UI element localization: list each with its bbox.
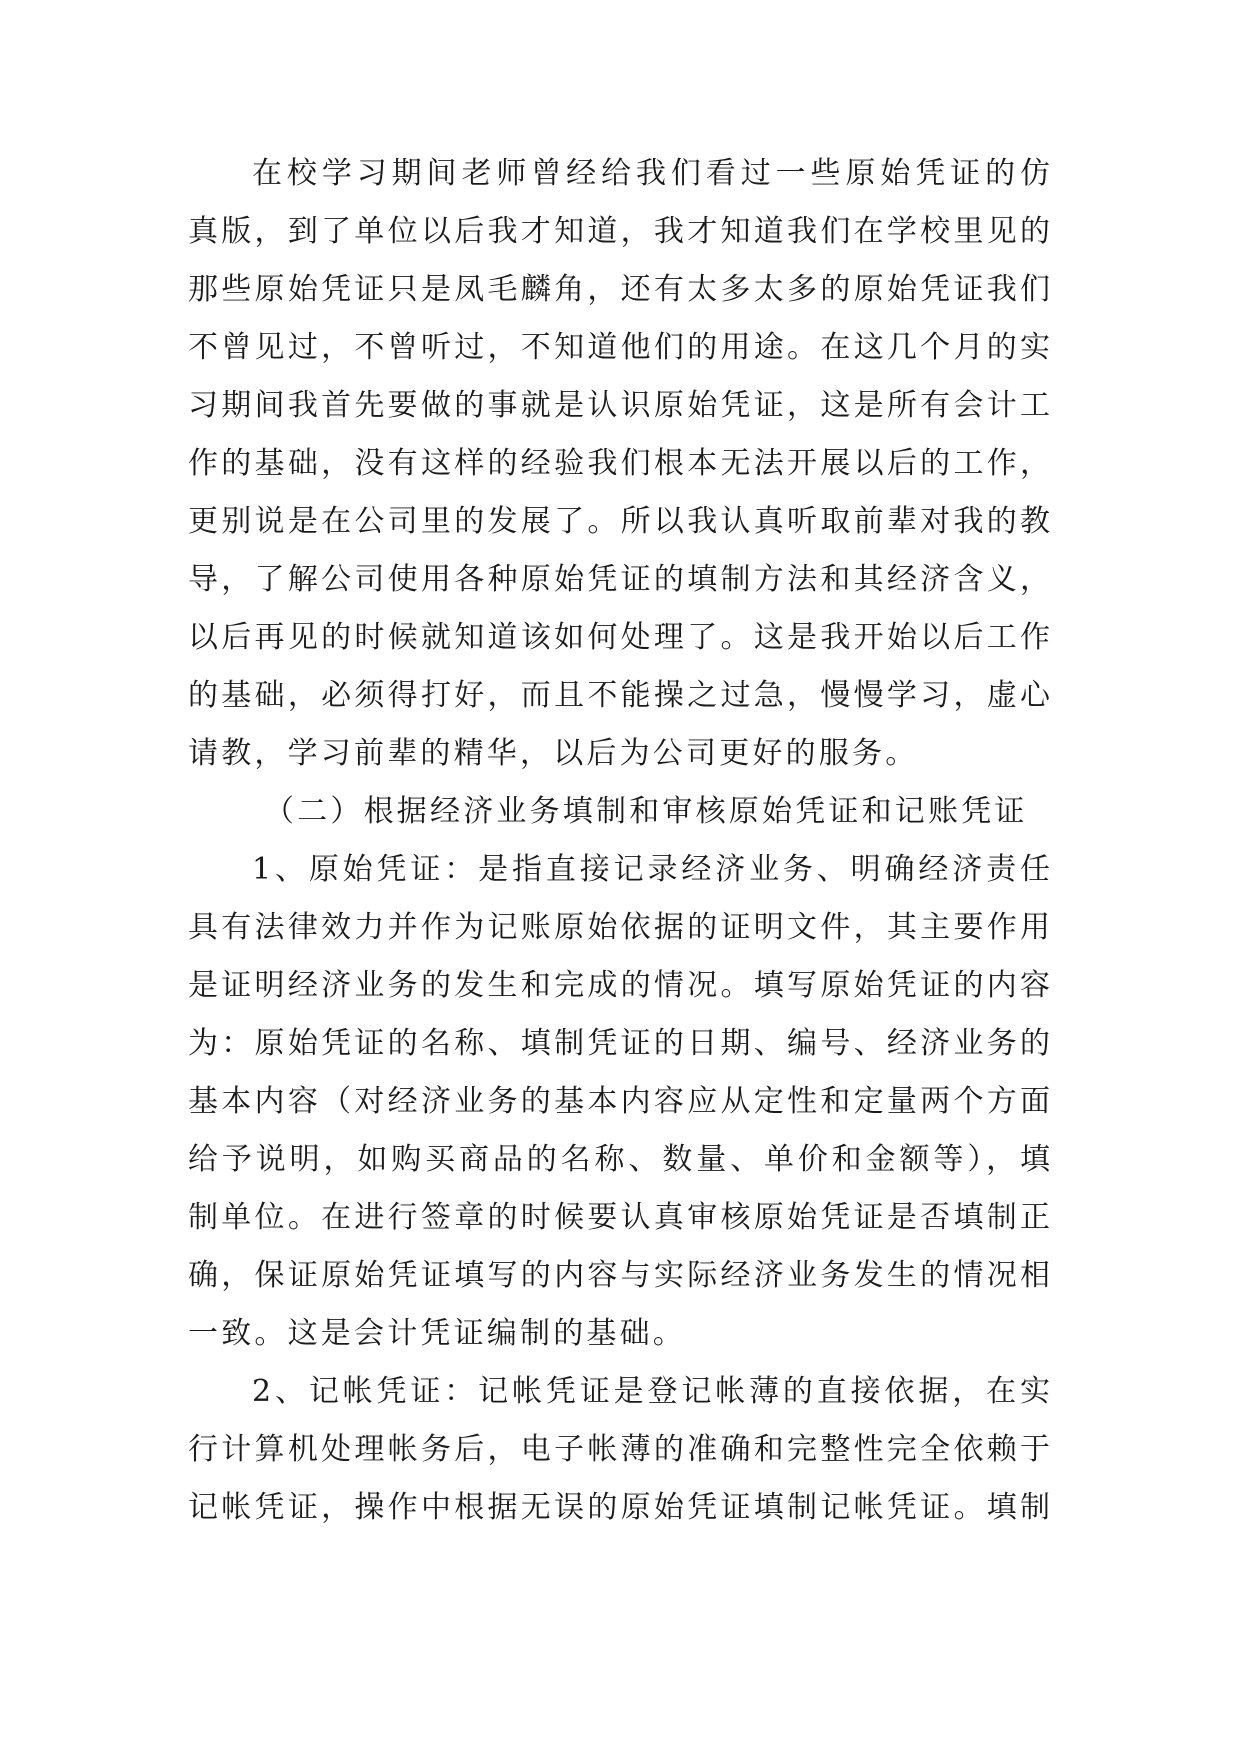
paragraph-2-line-8: 确，保证原始凭证填写的内容与实际经济业务发生的情况相 (188, 1258, 1050, 1293)
paragraph-2-line-2: 具有法律效力并作为记账原始依据的证明文件，其主要作用 (188, 910, 1050, 945)
paragraph-3-line-1: 2、记帐凭证：记帐凭证是登记帐薄的直接依据，在实 (252, 1374, 1050, 1409)
paragraph-1-line-10: 的基础，必须得打好，而且不能操之过急，慢慢学习，虚心 (188, 678, 1050, 713)
paragraph-1-line-4: 不曾见过，不曾听过，不知道他们的用途。在这几个月的实 (188, 330, 1050, 365)
paragraph-2-line-9: 一致。这是会计凭证编制的基础。 (188, 1316, 686, 1351)
paragraph-1-line-3: 那些原始凭证只是凤毛麟角，还有太多太多的原始凭证我们 (188, 272, 1050, 307)
paragraph-1-line-8: 导，了解公司使用各种原始凭证的填制方法和其经济含义， (188, 562, 1050, 597)
paragraph-2-line-6: 给予说明，如购买商品的名称、数量、单价和金额等），填 (188, 1142, 1050, 1177)
paragraph-1-line-1: 在校学习期间老师曾经给我们看过一些原始凭证的仿 (252, 156, 1050, 191)
paragraph-1-line-6: 作的基础，没有这样的经验我们根本无法开展以后的工作， (188, 446, 1050, 481)
paragraph-2-line-1: 1、原始凭证：是指直接记录经济业务、明确经济责任 (252, 852, 1050, 887)
paragraph-2-line-4: 为：原始凭证的名称、填制凭证的日期、编号、经济业务的 (188, 1026, 1050, 1061)
paragraph-1-line-7: 更别说是在公司里的发展了。所以我认真听取前辈对我的教 (188, 504, 1050, 539)
paragraph-2-line-5: 基本内容（对经济业务的基本内容应从定性和定量两个方面 (188, 1084, 1050, 1119)
paragraph-1-line-9: 以后再见的时候就知道该如何处理了。这是我开始以后工作 (188, 620, 1050, 655)
paragraph-1-line-2: 真版，到了单位以后我才知道，我才知道我们在学校里见的 (188, 214, 1050, 249)
paragraph-2-line-7: 制单位。在进行签章的时候要认真审核原始凭证是否填制正 (188, 1200, 1050, 1235)
paragraph-2-line-3: 是证明经济业务的发生和完成的情况。填写原始凭证的内容 (188, 968, 1050, 1003)
paragraph-3-line-3: 记帐凭证，操作中根据无误的原始凭证填制记帐凭证。填制 (188, 1490, 1050, 1525)
section-heading: （二）根据经济业务填制和审核原始凭证和记账凭证 (264, 794, 1028, 829)
paragraph-1-line-5: 习期间我首先要做的事就是认识原始凭证，这是所有会计工 (188, 388, 1050, 423)
paragraph-3-line-2: 行计算机处理帐务后，电子帐薄的准确和完整性完全依赖于 (188, 1432, 1050, 1467)
paragraph-1-line-11: 请教，学习前辈的精华，以后为公司更好的服务。 (188, 736, 919, 771)
